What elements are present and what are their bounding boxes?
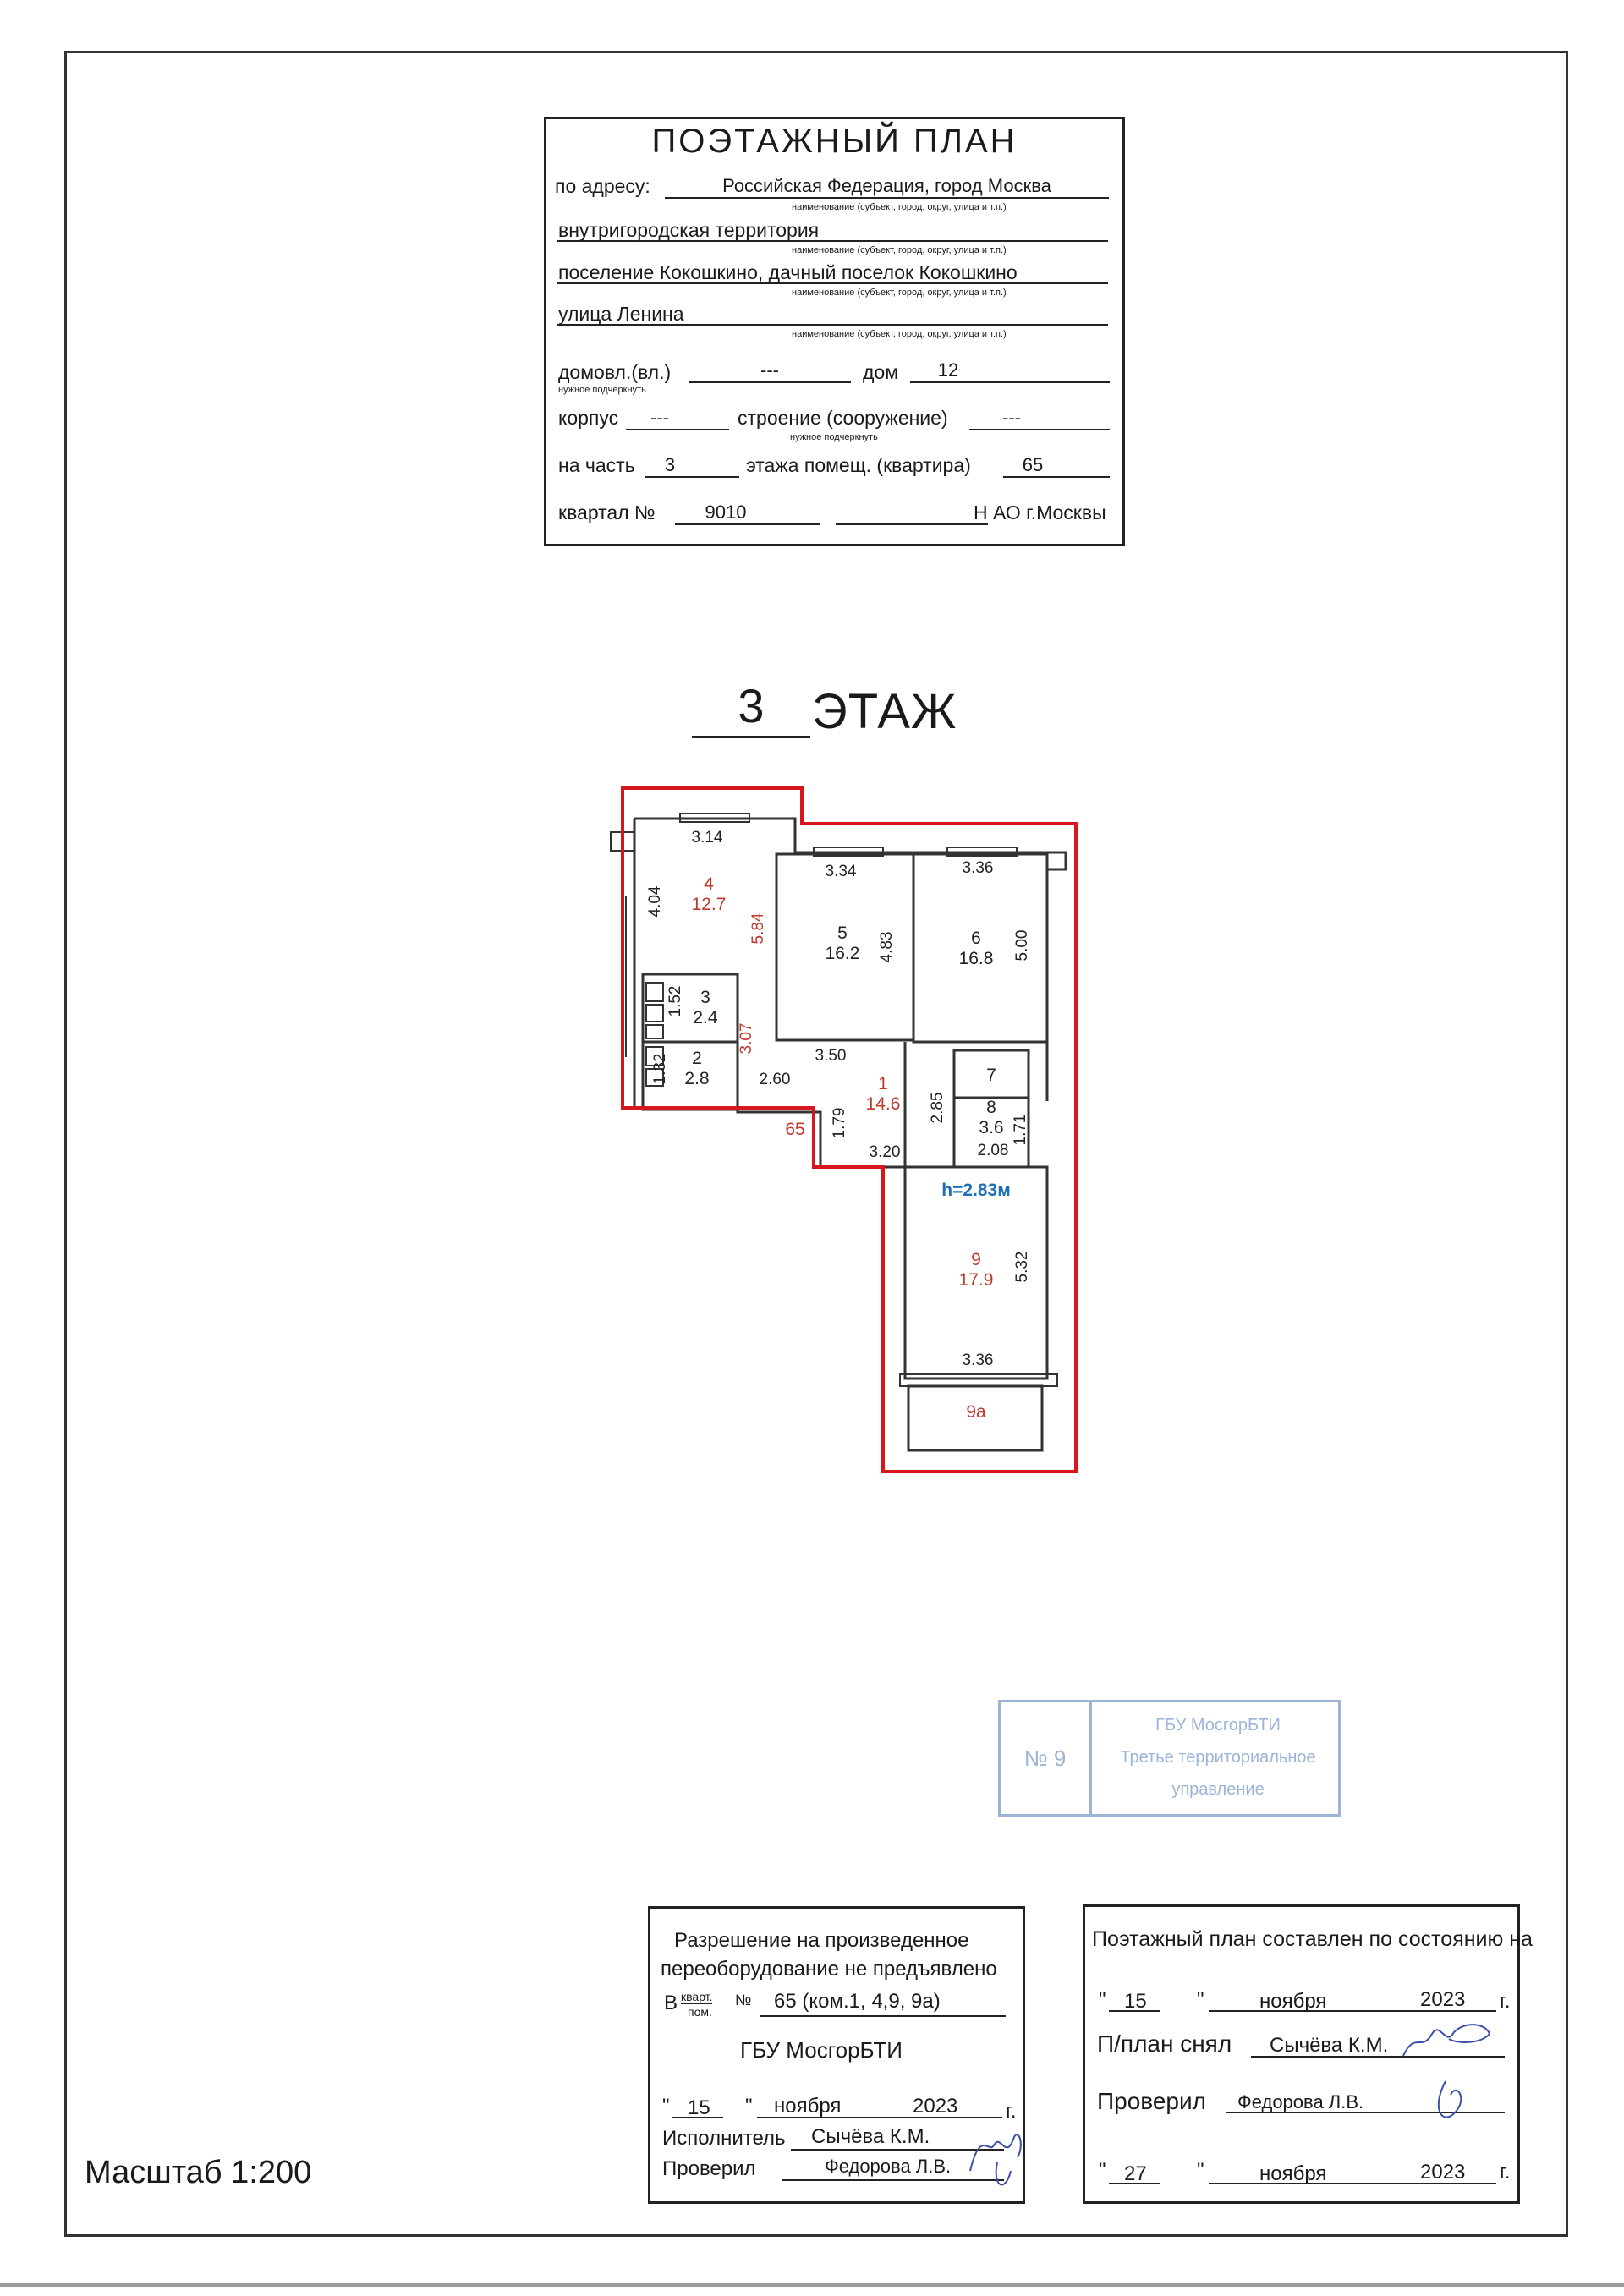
executor-value: Сычёва К.М. <box>811 2125 930 2148</box>
dim-2.85: 2.85 <box>929 1092 946 1124</box>
room-5-number: 5 <box>837 923 848 943</box>
permission-month: ноября <box>774 2095 842 2118</box>
made-value: Сычёва К.М. <box>1270 2034 1389 2057</box>
header-box <box>544 117 1125 546</box>
address-line-4: улица Ленина <box>558 303 684 325</box>
apartment-outline <box>623 788 1076 1471</box>
dom-label: дом <box>863 361 899 383</box>
address-hint-2: наименование (субъект, город, округ, улица и т.п.) <box>792 245 1007 255</box>
room-7-number: 7 <box>986 1066 996 1085</box>
permission-line-2: переоборудование не предъявлено <box>661 1958 997 1981</box>
dim-3.14: 3.14 <box>691 829 723 847</box>
kvartal-label: квартал № <box>558 501 656 523</box>
stamp-line-2: Третье территориальное <box>1120 1748 1316 1767</box>
dim-4.83: 4.83 <box>878 931 896 963</box>
permission-day: 15 <box>688 2096 710 2119</box>
checked-label: Проверил <box>1097 2088 1206 2114</box>
balcony-rail <box>900 1374 1057 1386</box>
address-hint-4: наименование (субъект, город, округ, улица и т.п.) <box>792 329 1007 339</box>
dim-5.32: 5.32 <box>1013 1251 1031 1283</box>
status-g: г. <box>1500 1990 1511 2013</box>
dim-2.08: 2.08 <box>977 1142 1009 1159</box>
dim-3.36-b: 3.36 <box>962 1351 994 1369</box>
part-value: 3 <box>664 454 676 475</box>
dim-3.34: 3.34 <box>825 863 857 880</box>
room-1-number: 1 <box>878 1074 888 1093</box>
underline-hint: нужное подчеркнуть <box>558 385 646 395</box>
apartment-number: 65 <box>785 1120 805 1139</box>
dom-value: 12 <box>937 359 959 381</box>
stroenie-value: --- <box>1002 407 1021 428</box>
org-value: Н АО г.Москвы <box>974 501 1106 523</box>
signature-1 <box>963 2120 1031 2196</box>
permission-year: 2023 <box>913 2095 958 2118</box>
status-box: Поэтажный план составлен по состоянию на " 15 " ноября 2023 г. П/план снял Сычёва К.М. Проверил Федорова Л.В. " 27 " ноября 2023 г. <box>1083 1904 1520 2204</box>
permission-box: Разрешение на произведенное переоборудование не предъявлено В кварт. пом. № 65 (ком.1, 4,9, 9а) ГБУ МосгорБТИ " 15 " ноября 2023 г. Исполнитель Сычёва К.М. Проверил Федорова Л.В. <box>648 1906 1025 2204</box>
dim-1.32: 1.32 <box>651 1053 669 1085</box>
address-value: Российская Федерация, город Москва <box>722 175 1051 196</box>
bti-stamp <box>998 1700 1341 1817</box>
underline-hint-2: нужное подчеркнуть <box>790 432 878 442</box>
korpus-value: --- <box>650 407 669 428</box>
room-8-area: 3.6 <box>979 1118 1004 1137</box>
room-3-number: 3 <box>700 988 710 1007</box>
stroenie-label: строение (сооружение) <box>738 407 948 429</box>
dim-5.84: 5.84 <box>749 912 767 945</box>
dim-5.00: 5.00 <box>1013 929 1031 962</box>
room-4-area: 12.7 <box>691 895 727 914</box>
status-month: ноября <box>1259 1990 1327 2013</box>
room-2-number: 2 <box>692 1049 702 1068</box>
fraction-top: кварт. <box>681 1990 713 2003</box>
floor-number: 3 <box>692 677 810 738</box>
permission-v: В <box>664 1992 678 2014</box>
number-sign: № <box>735 1992 752 2008</box>
permission-line-1: Разрешение на произведенное <box>674 1929 969 1952</box>
status-day: 15 <box>1124 1990 1147 2013</box>
kvartal-value: 9010 <box>705 501 747 523</box>
address-hint-3: наименование (субъект, город, округ, улица и т.п.) <box>792 288 1007 298</box>
room-9a-number: 9а <box>966 1402 986 1422</box>
part-label: на часть <box>558 454 635 476</box>
document-title: ПОЭТАЖНЫЙ ПЛАН <box>651 123 1018 160</box>
room-8-number: 8 <box>986 1098 996 1117</box>
room-6-area: 16.8 <box>958 949 994 968</box>
checked-value: Федорова Л.В. <box>1237 2091 1364 2112</box>
checked-g: г. <box>1500 2161 1511 2184</box>
room-6-number: 6 <box>971 929 981 948</box>
dim-1.71: 1.71 <box>1012 1114 1029 1146</box>
floor-label: этажа помещ. (квартира) <box>746 454 971 476</box>
stamp-number: № 9 <box>1001 1702 1092 1814</box>
ceiling-height: h=2.83м <box>941 1181 1011 1200</box>
status-line-1: Поэтажный план составлен по состоянию на <box>1092 1927 1533 1951</box>
domovl-value: --- <box>760 359 779 381</box>
dim-2.60: 2.60 <box>759 1071 791 1088</box>
floor-plan <box>592 778 1116 1488</box>
room-9-number: 9 <box>971 1250 981 1269</box>
bottom-rule <box>0 2283 1624 2287</box>
checker-value: Федорова Л.В. <box>825 2156 952 2177</box>
dim-3.36: 3.36 <box>962 859 994 877</box>
checked-day: 27 <box>1124 2162 1147 2185</box>
dim-1.52: 1.52 <box>667 985 684 1017</box>
domovl-label: домовл.(вл.) <box>558 361 672 383</box>
stamp-line-3: управление <box>1171 1780 1265 1799</box>
address-line-2: внутригородская территория <box>558 219 820 241</box>
status-year: 2023 <box>1420 1988 1466 2011</box>
fraction-bottom: пом. <box>688 2005 712 2019</box>
dim-1.79: 1.79 <box>831 1107 848 1139</box>
permission-org: ГБУ МосгорБТИ <box>740 2037 903 2063</box>
room-3-area: 2.4 <box>693 1008 718 1027</box>
address-label: по адресу: <box>555 175 650 197</box>
made-label: П/план снял <box>1097 2030 1232 2057</box>
scale-label: Масштаб 1:200 <box>85 2155 312 2190</box>
executor-label: Исполнитель <box>662 2127 786 2150</box>
permission-g: г. <box>1006 2100 1017 2123</box>
checked-year: 2023 <box>1420 2161 1466 2184</box>
dim-3.50: 3.50 <box>815 1047 847 1065</box>
signature-2 <box>1398 2014 1500 2132</box>
room-9-area: 17.9 <box>958 1270 994 1290</box>
permission-apartment: 65 (ком.1, 4,9, 9а) <box>774 1990 941 2013</box>
address-hint: наименование (субъект, город, округ, улица и т.п.) <box>792 202 1007 212</box>
checked-month: ноября <box>1259 2162 1327 2185</box>
korpus-label: корпус <box>558 407 619 429</box>
room-2-area: 2.8 <box>684 1069 710 1088</box>
room-5-area: 16.2 <box>825 944 860 963</box>
dim-3.07: 3.07 <box>738 1022 755 1055</box>
dim-4.04: 4.04 <box>646 885 664 918</box>
floor-value: 65 <box>1022 454 1044 475</box>
stamp-line-1: ГБУ МосгорБТИ <box>1155 1716 1281 1734</box>
address-line-3: поселение Кокошкино, дачный поселок Кокошкино <box>558 261 1018 283</box>
room-1-area: 14.6 <box>865 1094 901 1114</box>
checker-label: Проверил <box>662 2157 756 2180</box>
room-4-number: 4 <box>704 874 714 894</box>
dim-3.20: 3.20 <box>869 1143 901 1161</box>
floor-word: ЭТАЖ <box>812 684 957 739</box>
